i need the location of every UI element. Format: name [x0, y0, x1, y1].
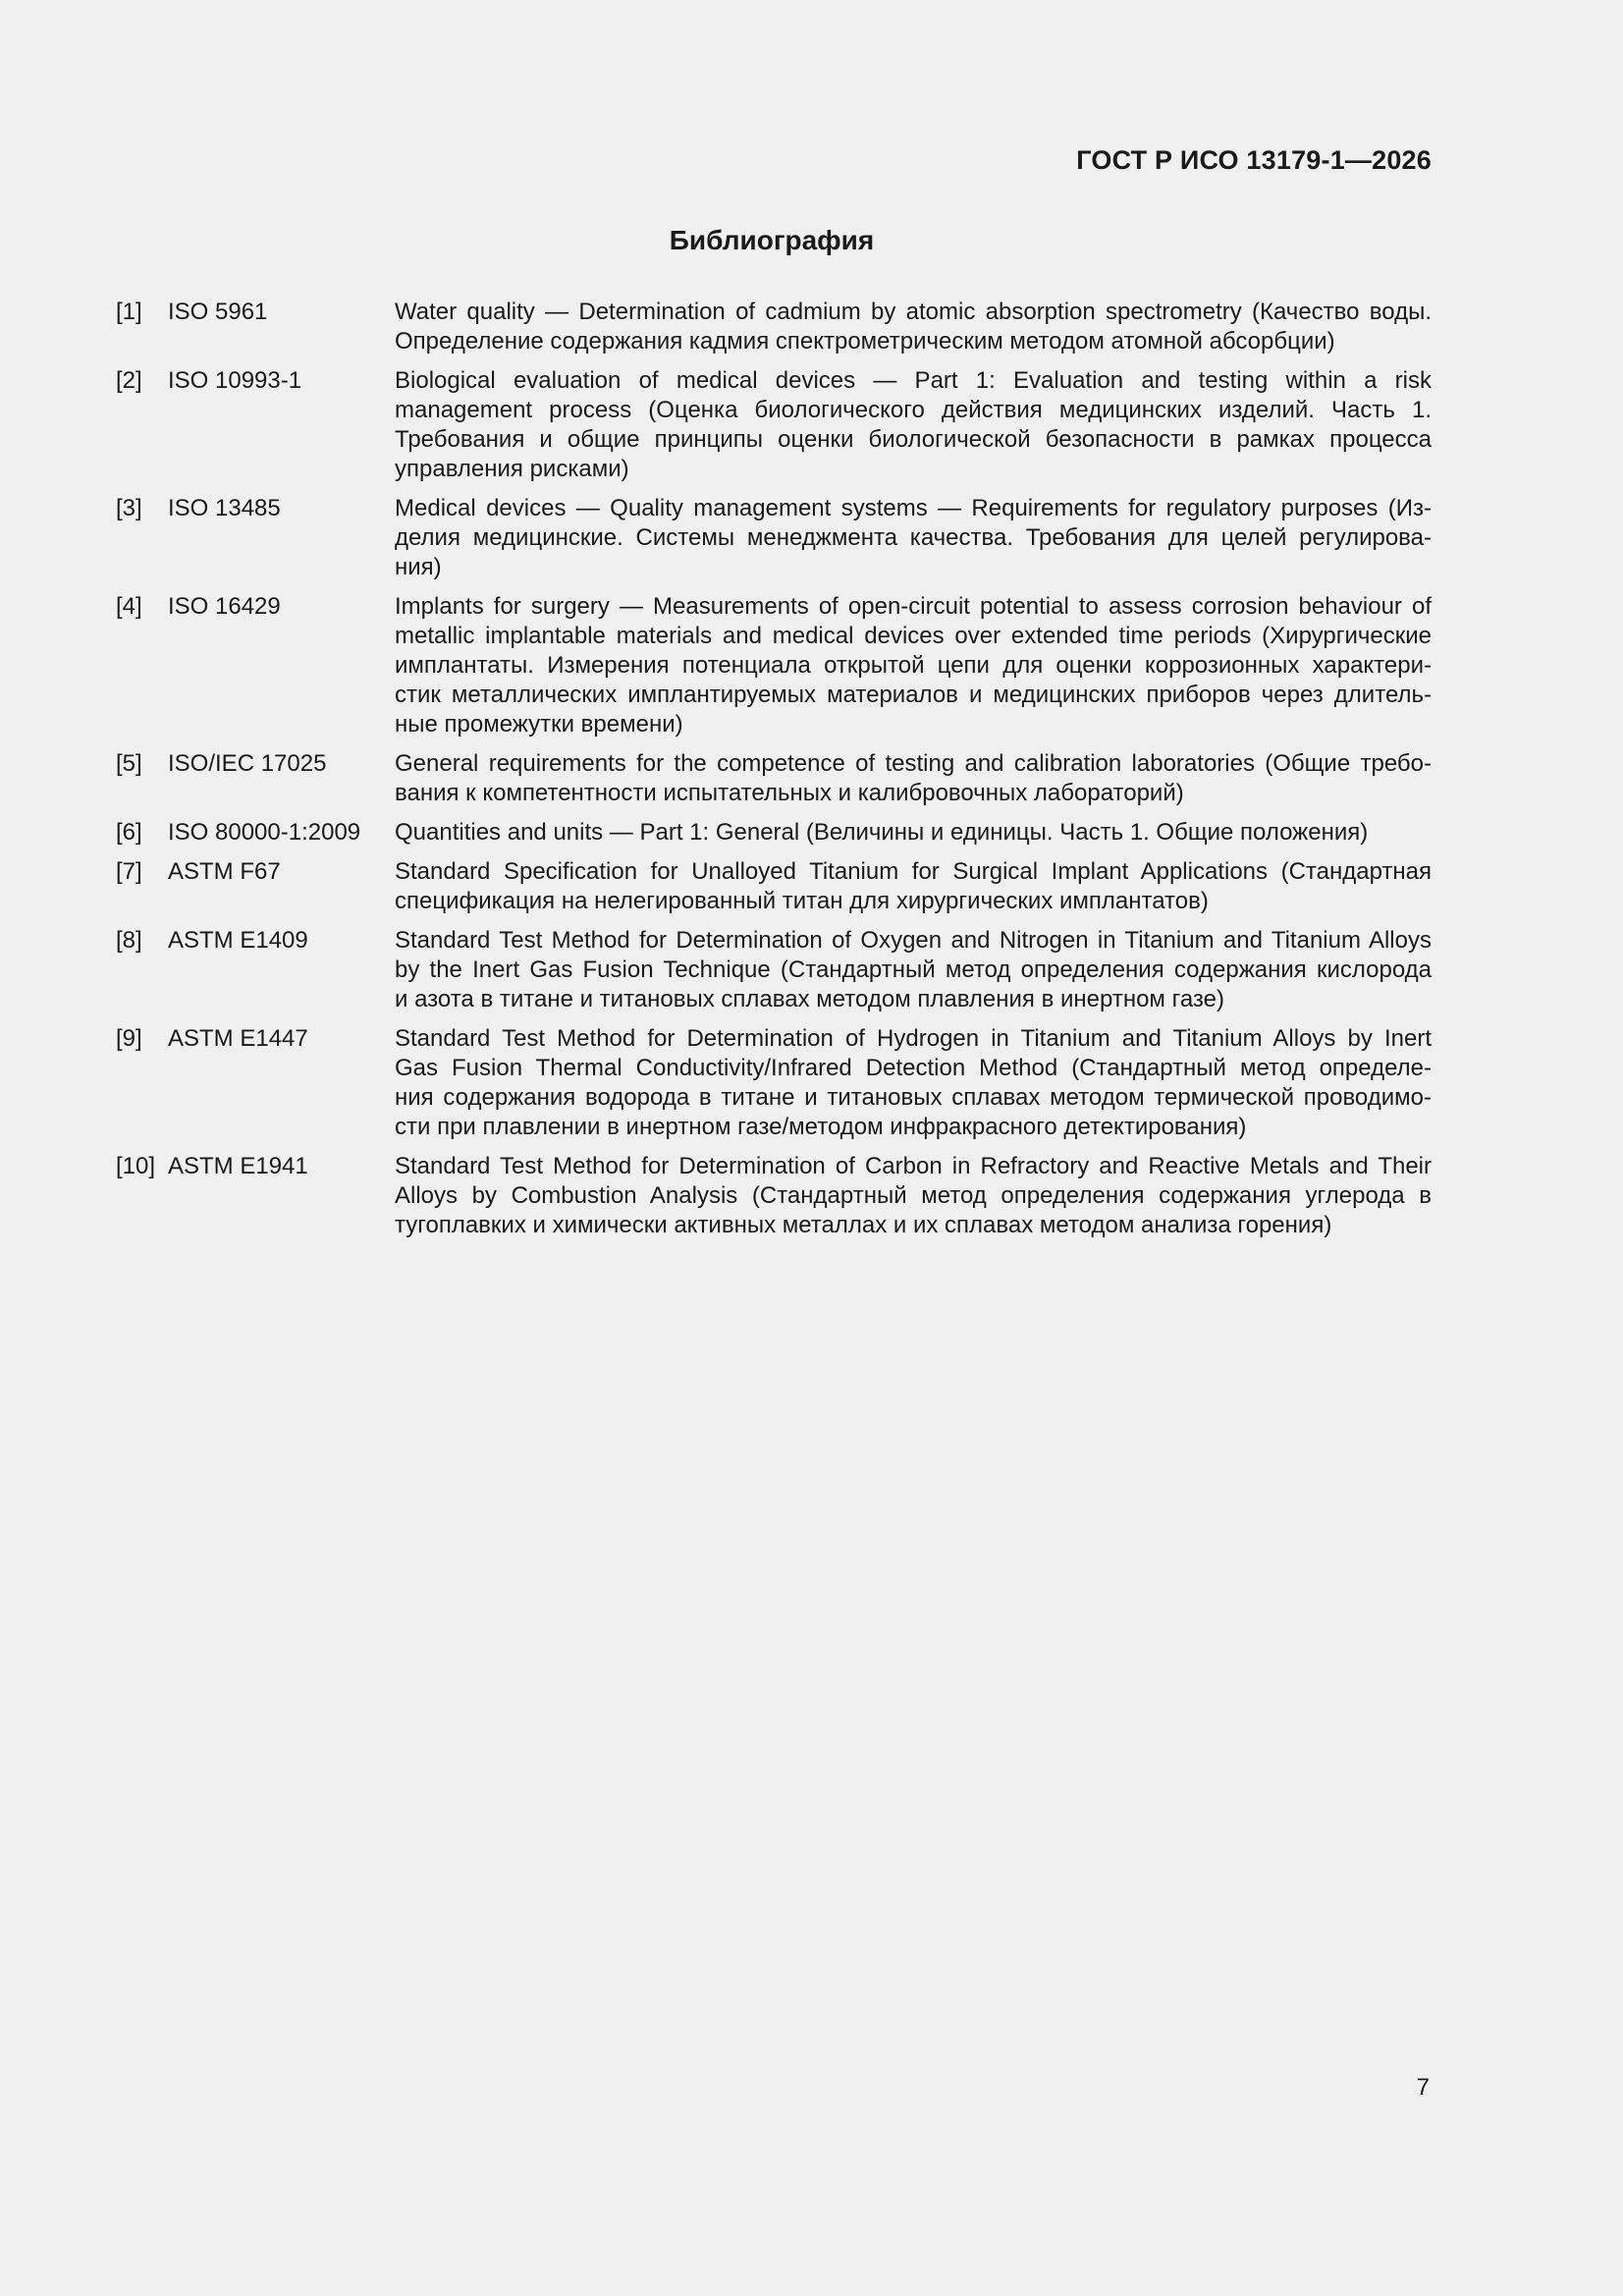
bibliography-entry [116, 592, 1432, 739]
page-number: 7 [1416, 2074, 1430, 2101]
standard-reference-code: ISO 80000-1:2009 [168, 819, 361, 846]
entry-number: [7] [116, 858, 142, 885]
title-line: Требования и общие принципы оценки биологической безопасности в рамках процесса [395, 426, 1432, 453]
standard-title [395, 592, 1432, 739]
title-line: by the Inert Gas Fusion Technique (Стандартный метод определения содержания кислорода [395, 957, 1432, 983]
standard-reference-code: ASTM E1409 [168, 927, 308, 954]
entry-number: [5] [116, 750, 142, 777]
bibliography-entry [116, 494, 1432, 582]
title-line: ния содержания водорода в титане и титановых сплавах методом термической проводимо- [395, 1084, 1432, 1111]
page-title: Библиография [669, 225, 875, 255]
title-line: спецификация на нелегированный титан для хирургических имплантатов) [395, 888, 1209, 914]
bibliography-entry [116, 749, 1432, 808]
entry-number: [9] [116, 1025, 142, 1052]
title-line: General requirements for the competence of testing and calibration laboratories (Общие требо- [395, 750, 1432, 777]
title-line: делия медицинские. Системы менеджмента качества. Требования для целей регулирова- [395, 524, 1432, 551]
title-line: Biological evaluation of medical devices — Part 1: Evaluation and testing within a risk [395, 367, 1432, 394]
bibliography-list [116, 298, 1432, 1250]
bibliography-entry [116, 818, 1432, 847]
standard-title [395, 1024, 1432, 1142]
title-line: сти при плавлении в инертном газе/методом инфракрасного детектирования) [395, 1114, 1247, 1140]
title-line: имплантаты. Измерения потенциала открытой цепи для оценки коррозионных характери- [395, 652, 1432, 679]
entry-number: [1] [116, 299, 142, 325]
entry-number: [8] [116, 927, 142, 954]
entry-number: [3] [116, 495, 142, 521]
title-line: Water quality — Determination of cadmium by atomic absorption spectrometry (Качество воды. [395, 299, 1432, 325]
title-line: management process (Оценка биологического действия медицинских изделий. Часть 1. [395, 397, 1432, 423]
title-line: Gas Fusion Thermal Conductivity/Infrared Detection Method (Стандартный метод определе- [395, 1055, 1432, 1081]
bibliography-entry [116, 1024, 1432, 1142]
standard-reference-code: ISO 5961 [168, 299, 268, 325]
title-line: Определение содержания кадмия спектрометрическим методом атомной абсорбции) [395, 328, 1335, 355]
title-line: Standard Specification for Unalloyed Titanium for Surgical Implant Applications (Стандартная [395, 858, 1432, 885]
standard-code-header: ГОСТ Р ИСО 13179-1—2026 [1076, 145, 1432, 175]
entry-number: [6] [116, 819, 142, 846]
title-line: Medical devices — Quality management systems — Requirements for regulatory purposes (Из- [395, 495, 1432, 521]
bibliography-entry [116, 366, 1432, 484]
standard-reference-code: ASTM E1941 [168, 1153, 308, 1179]
bibliography-entry [116, 1152, 1432, 1240]
standard-title [395, 366, 1432, 484]
title-line: metallic implantable materials and medical devices over extended time periods (Хирургические [395, 623, 1432, 649]
standard-reference-code: ISO 16429 [168, 593, 281, 620]
title-line: Standard Test Method for Determination of Oxygen and Nitrogen in Titanium and Titanium Alloys [395, 927, 1432, 954]
title-line: и азота в титане и титановых сплавах методом плавления в инертном газе) [395, 986, 1224, 1012]
standard-reference-code: ISO 10993-1 [168, 367, 302, 394]
standard-title [395, 494, 1432, 582]
standard-title [395, 926, 1432, 1014]
bibliography-entry [116, 298, 1432, 356]
title-line: тугоплавких и химически активных металлах и их сплавах методом анализа горения) [395, 1212, 1332, 1238]
entry-number: [10] [116, 1153, 156, 1179]
title-line: вания к компетентности испытательных и калибровочных лабораторий) [395, 780, 1184, 806]
title-line: Implants for surgery — Measurements of open-circuit potential to assess corrosion behaviour of [395, 593, 1432, 620]
title-line: Alloys by Combustion Analysis (Стандартный метод определения содержания углерода в [395, 1182, 1432, 1209]
standard-reference-code: ISO 13485 [168, 495, 281, 521]
standard-title [395, 1152, 1432, 1240]
title-line: ные промежутки времени) [395, 711, 683, 738]
title-line: стик металлических имплантируемых материалов и медицинских приборов через длитель- [395, 682, 1432, 708]
standard-title [395, 857, 1432, 916]
bibliography-entry [116, 926, 1432, 1014]
title-line: Quantities and units — Part 1: General (Величины и единицы. Часть 1. Общие положения) [395, 819, 1369, 846]
bibliography-entry [116, 857, 1432, 916]
standard-reference-code: ASTM E1447 [168, 1025, 308, 1052]
standard-title [395, 818, 1432, 847]
standard-reference-code: ASTM F67 [168, 858, 281, 885]
title-line: ния) [395, 554, 442, 580]
standard-reference-code: ISO/IEC 17025 [168, 750, 327, 777]
title-line: Standard Test Method for Determination of Hydrogen in Titanium and Titanium Alloys by Inert [395, 1025, 1432, 1052]
standard-title [395, 749, 1432, 808]
entry-number: [2] [116, 367, 142, 394]
standard-title [395, 298, 1432, 356]
title-line: Standard Test Method for Determination of Carbon in Refractory and Reactive Metals and Their [395, 1153, 1432, 1179]
title-line: управления рисками) [395, 456, 629, 482]
entry-number: [4] [116, 593, 142, 620]
